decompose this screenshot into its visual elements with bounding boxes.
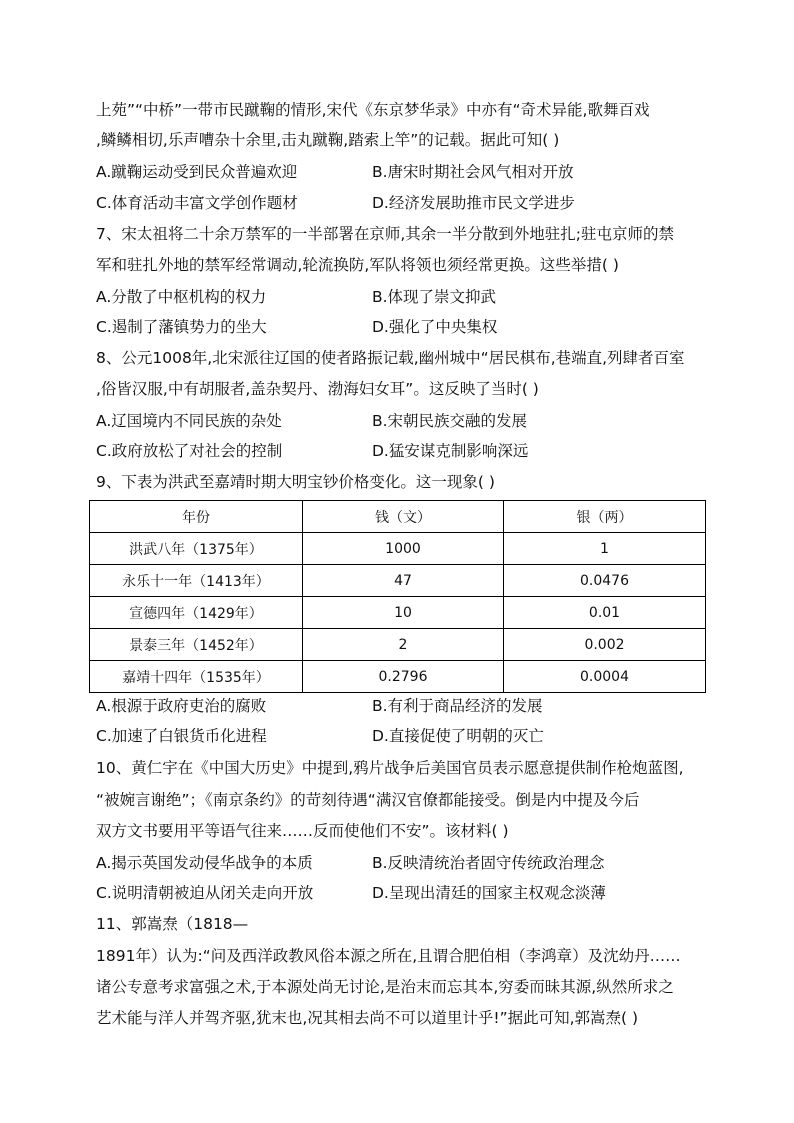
cell-qian: 1000 <box>303 533 504 565</box>
price-table <box>89 500 706 693</box>
q10-option-b[interactable]: B.反映清统治者固守传统政治理念 <box>372 854 605 872</box>
cell-yin: 0.0004 <box>504 661 706 693</box>
q8-option-c[interactable]: C.政府放松了对社会的控制 <box>96 442 283 460</box>
q6-stem-line-2: ,鳞鳞相切,乐声嘈杂十余里,击丸蹴鞠,踏索上竿”的记载。据此可知( ) <box>96 131 560 149</box>
cell-yin: 0.0476 <box>504 565 706 597</box>
q9-option-b[interactable]: B.有利于商品经济的发展 <box>372 697 543 715</box>
q7-option-d[interactable]: D.强化了中央集权 <box>372 318 498 336</box>
header-year: 年份 <box>90 501 303 533</box>
q9-option-d[interactable]: D.直接促使了明朝的灭亡 <box>372 727 544 745</box>
cell-qian: 0.2796 <box>303 661 504 693</box>
q6-option-a[interactable]: A.蹴鞠运动受到民众普遍欢迎 <box>96 163 298 181</box>
q8-stem-line-2: ,俗皆汉服,中有胡服者,盖杂契丹、渤海妇女耳”。这反映了当时( ) <box>96 380 539 398</box>
q8-option-b[interactable]: B.宋朝民族交融的发展 <box>372 412 528 430</box>
q7-option-b[interactable]: B.体现了崇文抑武 <box>372 288 497 306</box>
q7-option-c[interactable]: C.遏制了藩镇势力的坐大 <box>96 318 267 336</box>
q10-option-a[interactable]: A.揭示英国发动侵华战争的本质 <box>96 854 313 872</box>
table-row <box>90 533 706 565</box>
q6-stem-line-1: 上苑”“中桥”一带市民蹴鞠的情形,宋代《东京梦华录》中亦有“奇术异能,歌舞百戏 <box>96 101 650 119</box>
q11-stem-line-2: 1891年）认为:“问及西洋政教风俗本源之所在,且谓合肥伯相（李鸿章）及沈幼丹…… <box>96 947 681 965</box>
q8-option-a[interactable]: A.辽国境内不同民族的杂处 <box>96 412 282 430</box>
q7-option-a[interactable]: A.分散了中枢机构的权力 <box>96 288 267 306</box>
q6-option-b[interactable]: B.唐宋时期社会风气相对开放 <box>372 163 574 181</box>
q6-option-d[interactable]: D.经济发展助推市民文学进步 <box>372 194 575 212</box>
table-row <box>90 661 706 693</box>
cell-year: 景泰三年（1452年） <box>90 629 303 661</box>
cell-year: 嘉靖十四年（1535年） <box>90 661 303 693</box>
cell-yin: 0.01 <box>504 597 706 629</box>
header-qian: 钱（文） <box>303 501 504 533</box>
cell-yin: 1 <box>504 533 706 565</box>
q10-option-c[interactable]: C.说明清朝被迫从闭关走向开放 <box>96 884 314 902</box>
q10-option-d[interactable]: D.呈现出清廷的国家主权观念淡薄 <box>372 884 606 902</box>
cell-yin: 0.002 <box>504 629 706 661</box>
q10-stem-line-1: 10、黄仁宇在《中国大历史》中提到,鸦片战争后美国官员表示愿意提供制作枪炮蓝图, <box>96 759 684 777</box>
q9-option-a[interactable]: A.根源于政府吏治的腐败 <box>96 697 267 715</box>
cell-year: 永乐十一年（1413年） <box>90 565 303 597</box>
cell-year: 洪武八年（1375年） <box>90 533 303 565</box>
table-header-row <box>90 501 706 533</box>
q7-stem-line-2: 军和驻扎外地的禁军经常调动,轮流换防,军队将领也须经常更换。这些举措( ) <box>96 256 619 274</box>
q11-stem-line-4: 艺术能与洋人并驾齐驱,犹末也,况其相去尚不可以道里计乎!”据此可知,郭嵩焘( ) <box>96 1009 639 1027</box>
q10-stem-line-2: “被婉言谢绝”；《南京条约》的苛刻待遇“满汉官僚都能接受。倒是内中提及今后 <box>96 791 640 809</box>
table-row <box>90 565 706 597</box>
q9-option-c[interactable]: C.加速了白银货币化进程 <box>96 727 267 745</box>
q8-stem-line-1: 8、公元1008年,北宋派往辽国的使者路振记载,幽州城中“居民棋布,巷端直,列肆者百室 <box>96 349 685 367</box>
table-row <box>90 629 706 661</box>
q10-stem-line-3: 双方文书要用平等语气往来……反而使他们不安”。该材料( ) <box>96 822 509 840</box>
q11-stem-line-3: 诸公专意考求富强之术,于本源处尚无讨论,是治末而忘其本,穷委而昧其源,纵然所求之 <box>96 978 674 996</box>
q6-option-c[interactable]: C.体育活动丰富文学创作题材 <box>96 194 298 212</box>
header-yin: 银（两） <box>504 501 706 533</box>
q11-stem-line-1: 11、郭嵩焘（1818— <box>96 915 249 933</box>
q7-stem-line-1: 7、宋太祖将二十余万禁军的一半部署在京师,其余一半分散到外地驻扎;驻屯京师的禁 <box>96 225 675 243</box>
cell-qian: 2 <box>303 629 504 661</box>
cell-qian: 47 <box>303 565 504 597</box>
table-row <box>90 597 706 629</box>
q9-stem-line-1: 9、下表为洪武至嘉靖时期大明宝钞价格变化。这一现象( ) <box>96 473 495 491</box>
q8-option-d[interactable]: D.猛安谋克制影响深远 <box>372 442 529 460</box>
cell-year: 宣德四年（1429年） <box>90 597 303 629</box>
cell-qian: 10 <box>303 597 504 629</box>
